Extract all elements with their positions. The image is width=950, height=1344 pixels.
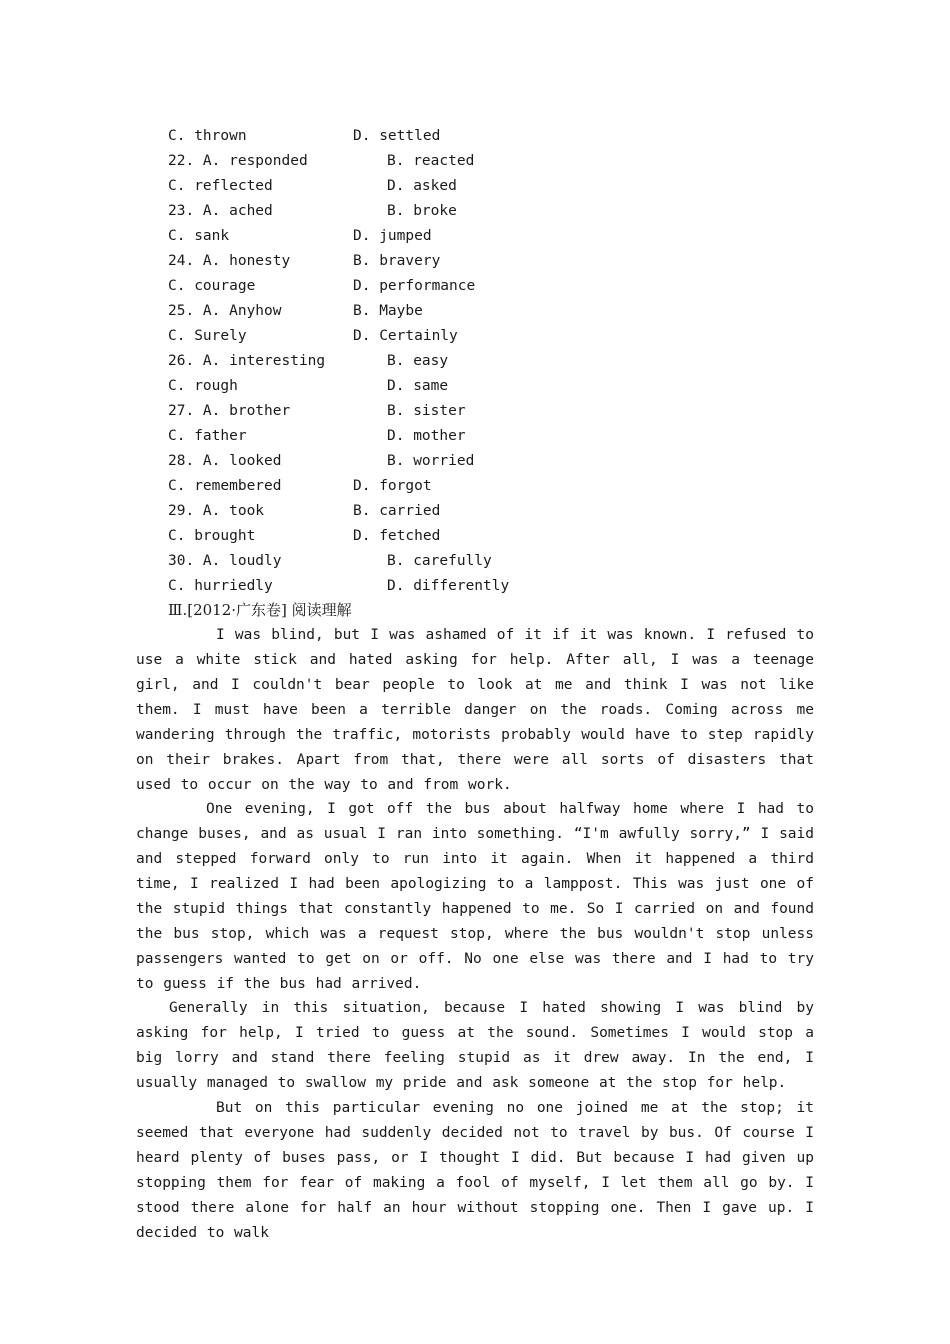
- option-right: B. sister: [387, 403, 466, 419]
- option-right: B. easy: [387, 353, 449, 369]
- option-right: D. same: [387, 378, 449, 394]
- option-right: B. bravery: [353, 253, 441, 269]
- option-left: 29. A. took: [168, 503, 265, 519]
- option-right: B. carried: [353, 503, 441, 519]
- option-right: B. Maybe: [353, 303, 423, 319]
- option-right: B. carefully: [387, 553, 492, 569]
- option-right: D. differently: [387, 578, 510, 594]
- option-left: 24. A. honesty: [168, 253, 291, 269]
- option-left: C. brought: [168, 528, 256, 544]
- option-left: 28. A. looked: [168, 453, 282, 469]
- option-left: C. rough: [168, 378, 238, 394]
- passage-paragraph: One evening, I got off the bus about halfway home where I had to change buses, and as usual I ran into something. “I'm awfully sorry,” I said and stepped forward only to run into it again. When it happened a third time, I realized I had been apologizing to a lamppost. This was just one of the stupid things that constantly happened to me. So I carried on and found the bus stop, which was a request stop, where the bus wouldn't stop unless passengers wanted to get on or off. No one else was there and I had to try to guess if the bus had arrived.: [136, 801, 814, 992]
- option-left: C. courage: [168, 278, 256, 294]
- option-right: D. fetched: [353, 528, 441, 544]
- passage-paragraph: I was blind, but I was ashamed of it if it was known. I refused to use a white stick and hated asking for help. After all, I was a teenage girl, and I couldn't bear people to look at me and think I was not like them. I must have been a terrible danger on the roads. Coming across me wandering through the traffic, motorists probably would have to step rapidly on their brakes. Apart from that, there were all sorts of disasters that used to occur on the way to and from work.: [136, 627, 814, 793]
- option-right: B. broke: [387, 203, 457, 219]
- option-left: 22. A. responded: [168, 153, 308, 169]
- passage-paragraph: Generally in this situation, because I hated showing I was blind by asking for help, I tried to guess at the sound. Sometimes I would stop a big lorry and stand there feeling stupid as it drew away. In the end, I usually managed to swallow my pride and ask someone at the stop for help.: [136, 1000, 814, 1091]
- option-left: 30. A. loudly: [168, 553, 282, 569]
- option-right: D. mother: [387, 428, 466, 444]
- option-left: C. hurriedly: [168, 578, 273, 594]
- passage-paragraph: But on this particular evening no one joined me at the stop; it seemed that everyone had suddenly decided not to travel by bus. Of course I heard plenty of buses pass, or I thought I did. But because I had given up stopping them for fear of making a fool of myself, I let them all go by. I stood there alone for half an hour without stopping one. Then I gave up. I decided to walk: [136, 1100, 814, 1241]
- option-left: 23. A. ached: [168, 203, 273, 219]
- option-left: 26. A. interesting: [168, 353, 326, 369]
- option-right: D. forgot: [353, 478, 432, 494]
- option-left: C. thrown: [168, 128, 247, 144]
- option-left: 25. A. Anyhow: [168, 303, 282, 319]
- option-left: C. Surely: [168, 328, 247, 344]
- option-left: C. father: [168, 428, 247, 444]
- option-right: D. Certainly: [353, 328, 458, 344]
- option-right: B. worried: [387, 453, 475, 469]
- option-right: D. performance: [353, 278, 476, 294]
- option-right: D. jumped: [353, 228, 432, 244]
- option-left: C. sank: [168, 228, 230, 244]
- option-right: D. settled: [353, 128, 441, 144]
- option-left: C. remembered: [168, 478, 282, 494]
- option-right: D. asked: [387, 178, 457, 194]
- option-right: B. reacted: [387, 153, 475, 169]
- option-left: C. reflected: [168, 178, 273, 194]
- section-heading: Ⅲ.[2012·广东卷] 阅读理解: [168, 601, 352, 619]
- option-left: 27. A. brother: [168, 403, 291, 419]
